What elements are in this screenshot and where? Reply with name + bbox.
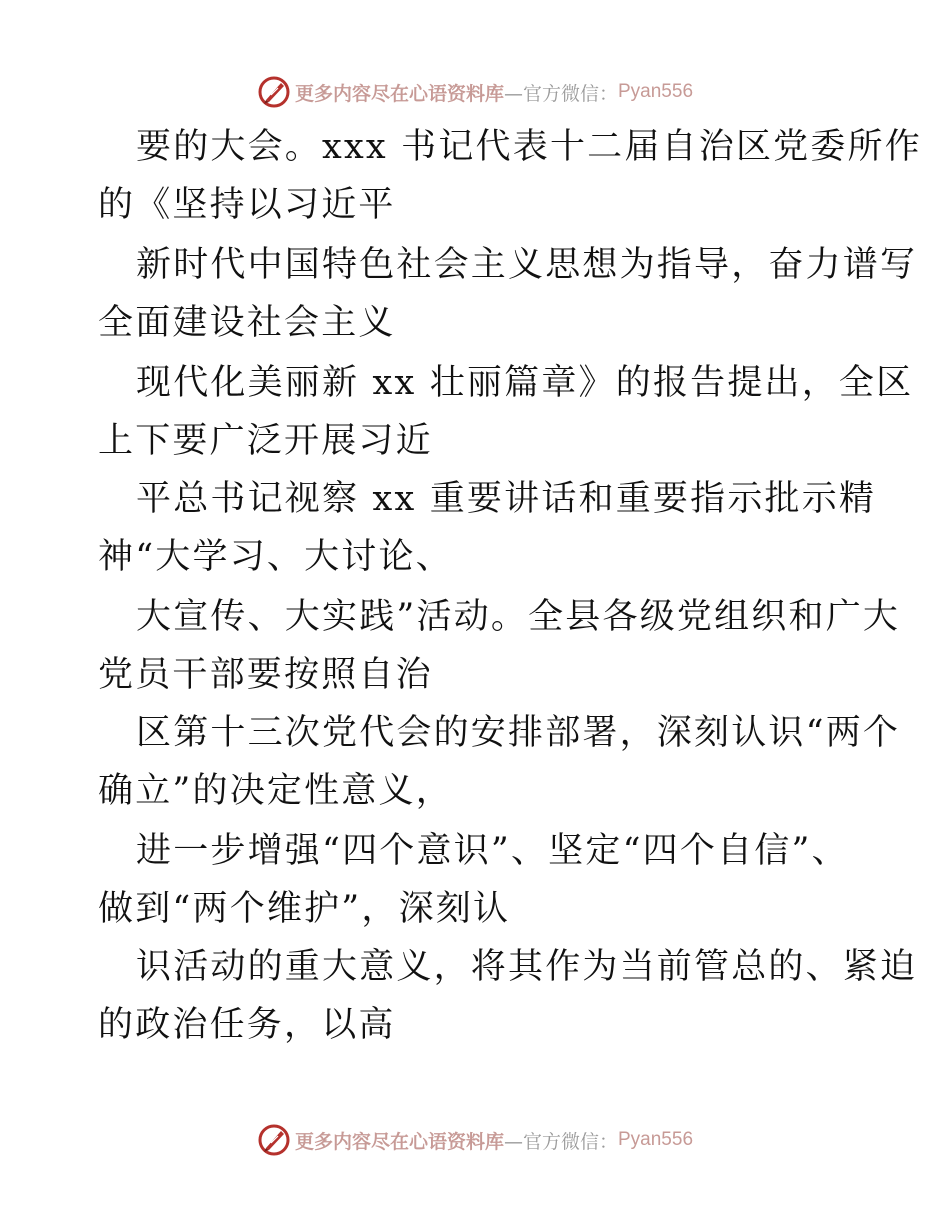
watermark-main-text: 更多内容尽在心语资料库 — [294, 82, 504, 105]
watermark-wechat-id: Pyan556 — [618, 1129, 694, 1150]
footer-watermark — [0, 1120, 950, 1160]
watermark-separator-text: —官方微信： — [503, 1130, 618, 1153]
body-line: 要的大会。xxx 书记代表十二届自治区党委所作 — [136, 127, 922, 167]
watermark-separator-text: —官方微信： — [503, 82, 618, 105]
body-line: 平总书记视察 xx 重要讲话和重要指示批示精 — [136, 479, 877, 519]
body-line: 确立”的决定性意义， — [98, 771, 453, 811]
body-line: 的《坚持以习近平 — [98, 185, 396, 225]
quill-pen-logo-icon — [257, 1123, 291, 1157]
header-watermark — [0, 72, 950, 112]
body-line: 现代化美丽新 xx 壮丽篇章》的报告提出，全区 — [136, 363, 914, 403]
body-line: 神“大学习、大讨论、 — [98, 537, 453, 577]
body-line: 新时代中国特色社会主义思想为指导，奋力谱写 — [136, 245, 918, 285]
body-line: 大宣传、大实践”活动。全县各级党组织和广大 — [136, 597, 901, 637]
watermark-wechat-id: Pyan556 — [618, 81, 694, 102]
body-line: 做到“两个维护”，深刻认 — [98, 889, 511, 929]
quill-pen-logo-icon — [257, 75, 291, 109]
body-line: 全面建设社会主义 — [98, 303, 396, 343]
body-line: 区第十三次党代会的安排部署，深刻认识“两个 — [136, 713, 901, 753]
body-line: 进一步增强“四个意识”、坚定“四个自信”、 — [136, 831, 849, 871]
body-line: 上下要广泛开展习近 — [98, 421, 433, 461]
watermark-main-text: 更多内容尽在心语资料库 — [294, 1130, 504, 1153]
body-line: 的政治任务，以高 — [98, 1005, 396, 1045]
body-line: 党员干部要按照自治 — [98, 655, 433, 695]
body-line: 识活动的重大意义，将其作为当前管总的、紧迫 — [136, 947, 918, 987]
